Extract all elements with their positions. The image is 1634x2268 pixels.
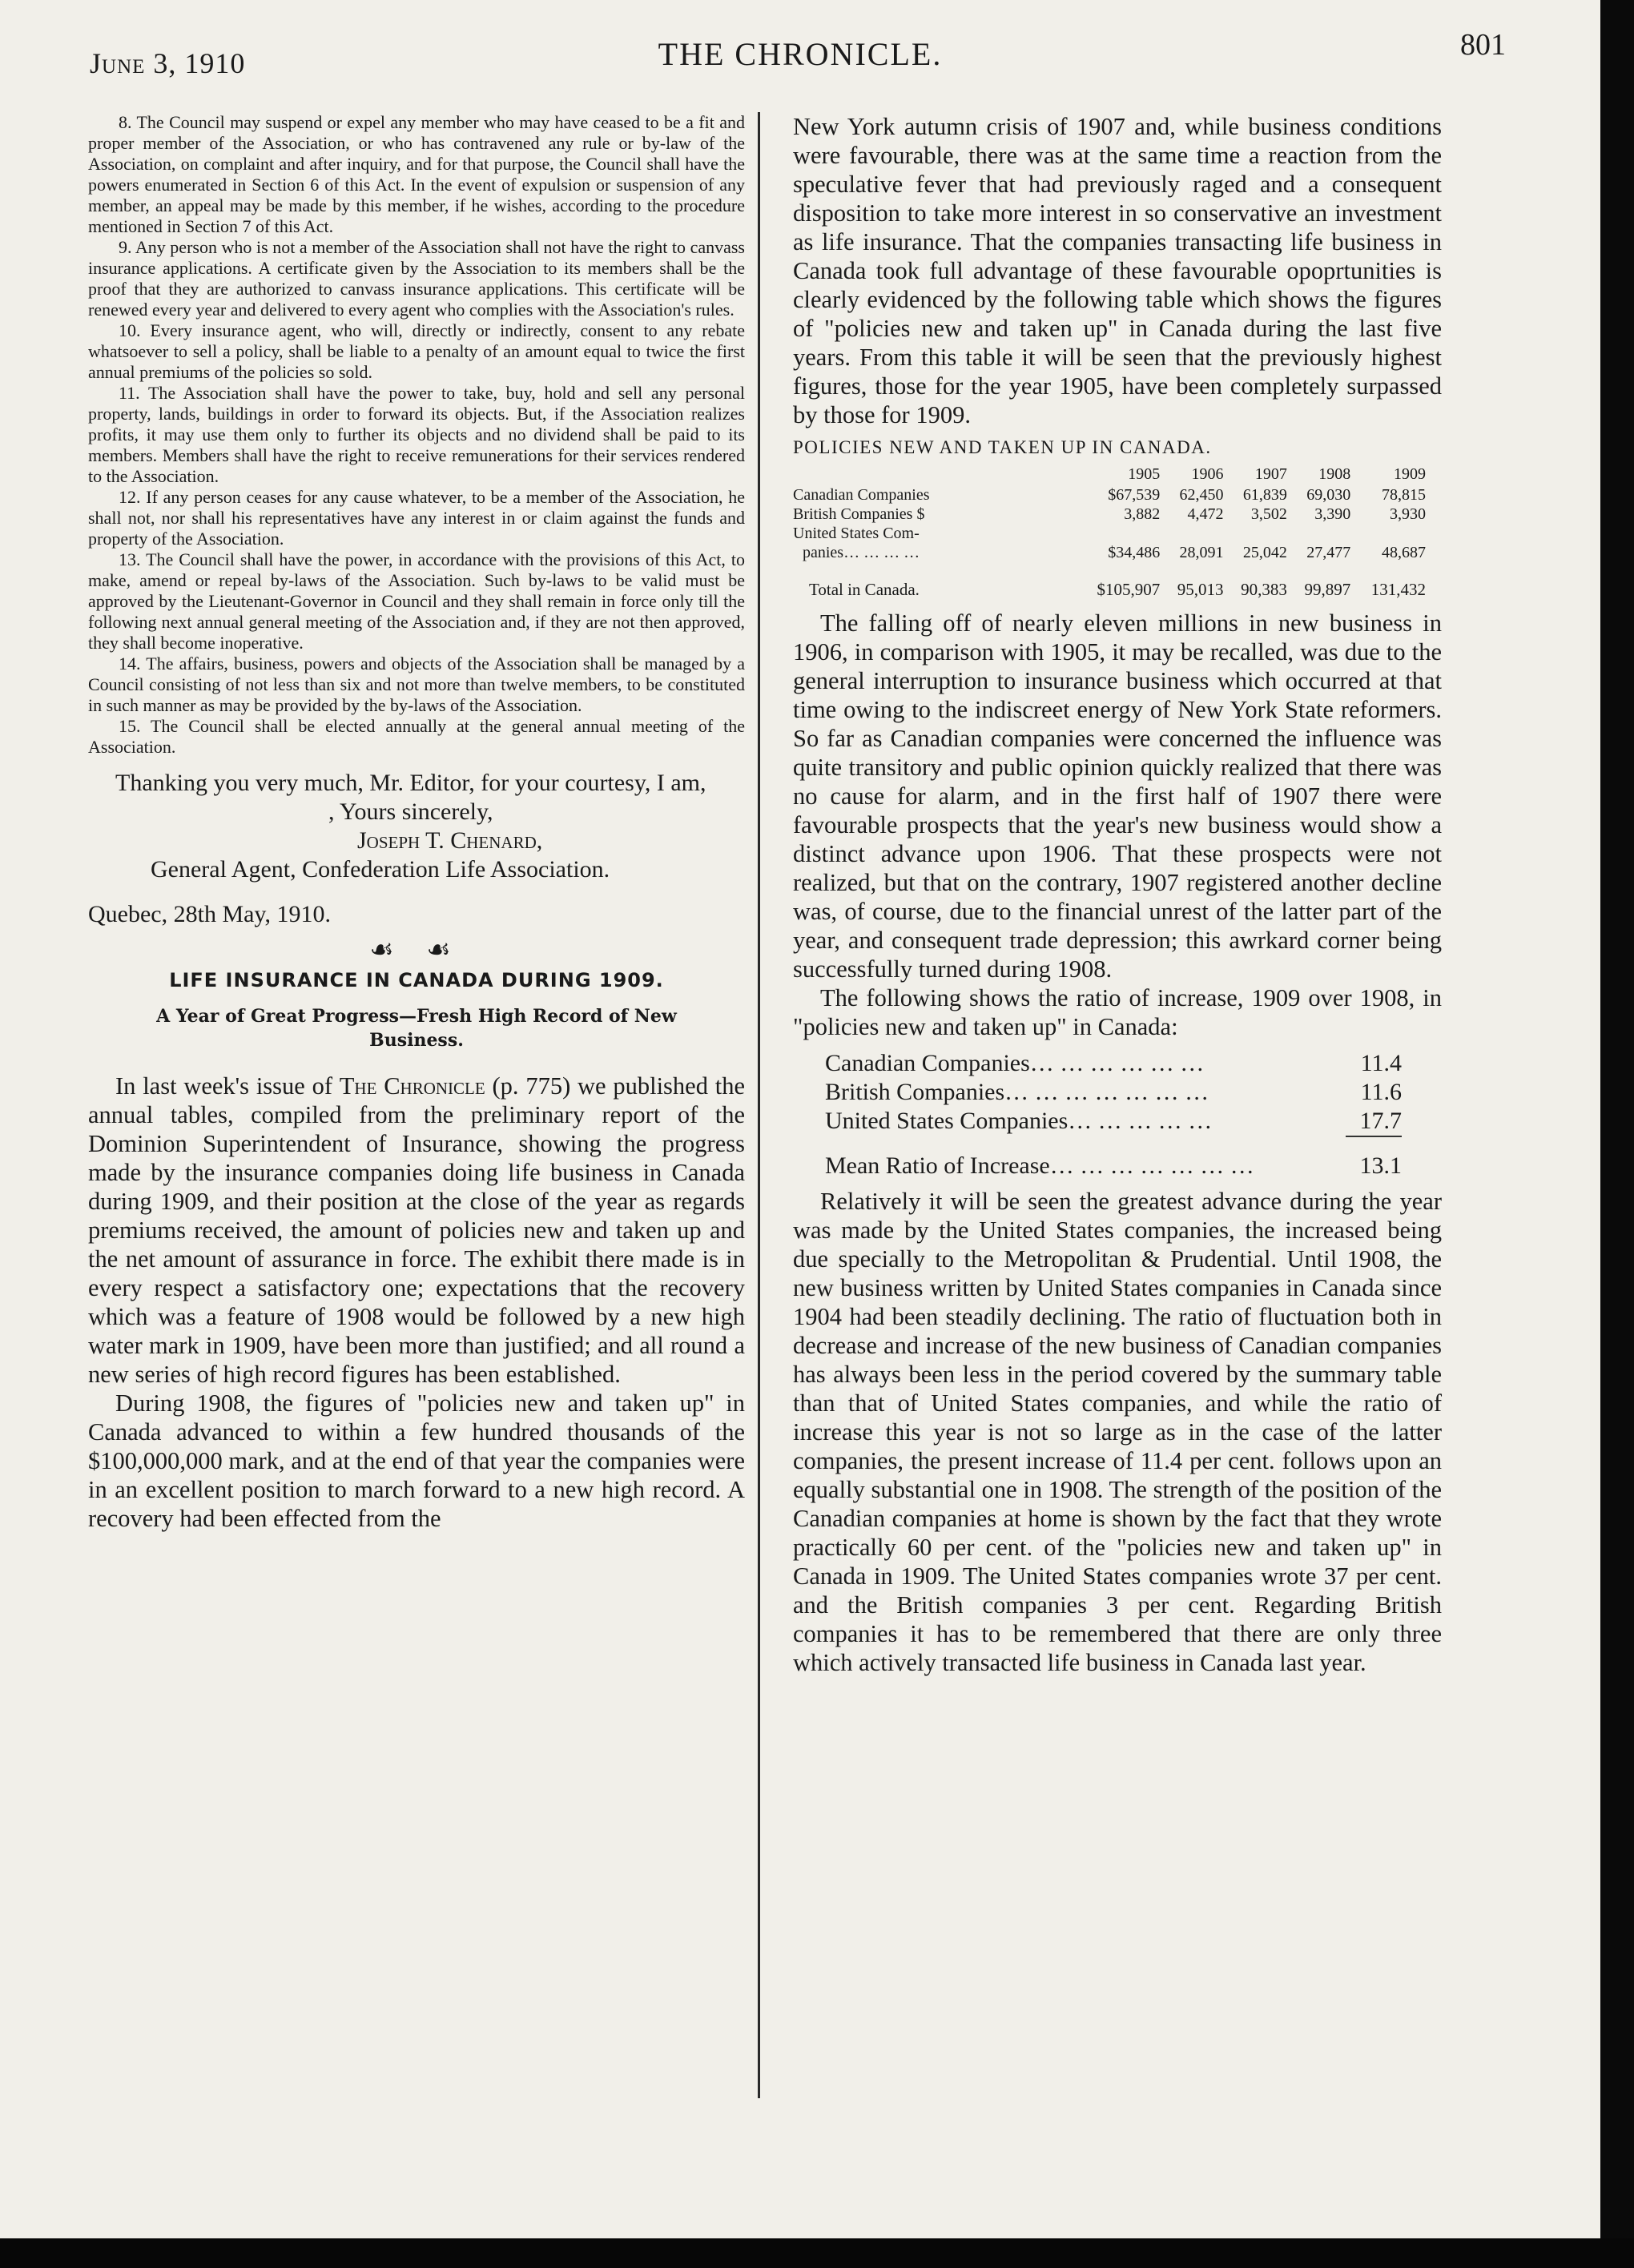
article-paragraph-continued: New York autumn crisis of 1907 and, while business conditions were favourable, there was at the same time a reaction from the speculative fever that had previously raged and a consequent disposition to take more interest in so conservative an investment as life insurance. That the companies transacting life business in Canada took full advantage of these favourable opoprtunities is clearly evidenced by the following table which shows the figures of "policies new and taken up" in Canada during the last five years. From this table it will be seen that the previously highest figures, those for the year 1905, have been completely surpassed by those for 1909. bbox=[793, 113, 1442, 428]
letter-clause: 14. The affairs, business, powers and objects of the Association shall be managed by a Council consisting of not less than six and not more than twelve members, to be constituted in such manner as may be provided by the by-laws of the Association. bbox=[88, 653, 745, 715]
page-number: 801 bbox=[1460, 28, 1506, 62]
table-cell: $105,907 bbox=[1097, 580, 1161, 599]
letter-signoff: , Yours sincerely, bbox=[328, 798, 493, 825]
signer-name: Joseph T. Chenard, bbox=[357, 827, 543, 854]
letter-clause: 11. The Association shall have the power to take, buy, hold and sell any personal property, lands, buildings in order to forward its objects. But, if the Association realizes profits, it may use them only to further its objects and no dividend shall be paid to its members. Members shall have the right to receive remunerations for their services rendered to the Association. bbox=[88, 383, 745, 486]
ratio-value: 17.7 bbox=[1359, 1108, 1402, 1134]
year-header: 1907 bbox=[1254, 465, 1287, 483]
ratio-value: 11.6 bbox=[1360, 1079, 1402, 1105]
left-column bbox=[88, 112, 745, 1533]
table-cell: 3,502 bbox=[1250, 505, 1287, 523]
letter-clause: 9. Any person who is not a member of the Association shall not have the right to canvass insurance applications. A certificate given by the Association to its members shall be the proof that they are authorized to canvass insurance applications. This certificate will be renewed every year and delivered to every agent who complies with the Association's rules. bbox=[88, 237, 745, 320]
table-row bbox=[793, 505, 1426, 524]
letter-clause: 8. The Council may suspend or expel any member who may have ceased to be a fit and proper member of the Association, or who has contravened any rule or by-law of the Association, on complaint and after inquiry, and for that purpose, the Council shall have the powers enumerated in Section 6 of this Act. In the event of expulsion or suspension of any member, an appeal may be made by this member, if he wishes, according to the procedure mentioned in Section 7 of this Act. bbox=[88, 112, 745, 236]
running-head bbox=[0, 0, 1600, 88]
ratio-row bbox=[793, 1107, 1402, 1136]
table-cell: 4,472 bbox=[1187, 505, 1224, 523]
table-cell: 61,839 bbox=[1242, 486, 1287, 504]
publication-reference: The Chronicle bbox=[339, 1072, 485, 1100]
letter-closing: Thanking you very much, Mr. Editor, for your courtesy, I am, bbox=[115, 770, 706, 796]
letter-clause: 12. If any person ceases for any cause whatever, to be a member of the Association, he shall not, nor shall his representatives have any interest in or claim against the funds and property of the Association. bbox=[88, 487, 745, 549]
table-cell: 62,450 bbox=[1179, 486, 1224, 504]
table-row bbox=[793, 485, 1426, 505]
ratio-value: 11.4 bbox=[1360, 1050, 1402, 1076]
table-cell: 28,091 bbox=[1179, 544, 1224, 561]
table-cell: $67,539 bbox=[1108, 486, 1161, 504]
letter-clauses bbox=[88, 112, 745, 758]
ratio-label: Canadian Companies… … … … … … bbox=[825, 1050, 1205, 1076]
table-cell: 3,390 bbox=[1314, 505, 1351, 523]
mean-label: Mean Ratio of Increase… … … … … … … bbox=[825, 1152, 1254, 1179]
article-paragraph: The following shows the ratio of increase, 1909 over 1908, in "policies new and taken up" in Canada: bbox=[793, 984, 1442, 1040]
letter-dateline: Quebec, 28th May, 1910. bbox=[88, 901, 331, 927]
table-cell: 3,930 bbox=[1390, 505, 1426, 523]
row-label: Canadian Companies bbox=[793, 486, 930, 504]
year-header: 1909 bbox=[1394, 465, 1426, 483]
table-cell: 95,013 bbox=[1177, 580, 1224, 599]
article-paragraph: Relatively it will be seen the greatest advance during the year was made by the United States companies, the increased being due specially to the Metropolitan & Prudential. Until 1908, the new business written by United States companies in Canada since 1904 had been steadily declining. The ratio of fluctuation both in decrease and increase of the new business of Canadian companies has always been less in the period covered by the summary table than that of United States companies, and while the ratio of increase this year is not so large as in the case of the latter companies, the present increase of 11.4 per cent. follows upon an equally substantial one in 1908. The strength of the position of the Canadian companies at home is shown by the fact that they wrote practically 60 per cent. of the "policies new and taken up" in Canada in 1909. The United States companies wrote 37 per cent. and the British companies 3 per cent. Regarding British companies it has to be remembered that there are only three which actively transacted life business in Canada last year. bbox=[793, 1188, 1442, 1676]
letter-clause: 15. The Council shall be elected annually at the general annual meeting of the Association. bbox=[88, 716, 745, 757]
ratio-rule bbox=[1346, 1136, 1402, 1142]
total-label: Total in Canada. bbox=[809, 580, 920, 599]
section-ornament: ☙ ☙ bbox=[369, 935, 464, 965]
ratio-mean-row bbox=[793, 1152, 1402, 1180]
policies-table bbox=[793, 464, 1426, 599]
policies-table-title: POLICIES NEW AND TAKEN UP IN CANADA. bbox=[793, 437, 1212, 457]
table-cell: $34,486 bbox=[1108, 544, 1161, 561]
year-header: 1908 bbox=[1318, 465, 1351, 483]
table-cell: 48,687 bbox=[1382, 544, 1426, 561]
row-label: British Companies $ bbox=[793, 505, 925, 523]
ratio-row bbox=[793, 1078, 1402, 1107]
table-cell: 99,897 bbox=[1304, 580, 1351, 599]
table-row bbox=[793, 543, 1426, 562]
table-cell: 69,030 bbox=[1306, 486, 1351, 504]
article-paragraph: The falling off of nearly eleven millions in new business in 1906, in comparison with 1905, it may be recalled, was due to the general interruption to insurance business which occurred at that time owing to the indiscreet energy of New York State reformers. So far as Canadian companies were concerned the influence was quite transitory and public opinion quickly realized that there was no cause for alarm, and in the first half of 1907 there were favourable prospects that the year's new business would show a distinct advance upon 1906. That these prospects were not realized, but that on the contrary, 1907 registered another decline was, of course, due to the financial unrest of the latter part of the year, and consequent trade depression; this awrkard corner being successfully turned during 1908. bbox=[793, 609, 1442, 983]
table-header-row bbox=[793, 464, 1426, 485]
ratio-label: British Companies… … … … … … … bbox=[825, 1079, 1209, 1105]
letter-clause: 10. Every insurance agent, who will, directly or indirectly, consent to any rebate whatsoever to sell a policy, shall be liable to a penalty of an amount equal to twice the first annual premiums of the policies so sold. bbox=[88, 320, 745, 382]
row-label: United States Com- bbox=[793, 525, 920, 542]
table-cell: 27,477 bbox=[1306, 544, 1351, 561]
mean-value: 13.1 bbox=[1359, 1152, 1402, 1179]
article-headline: LIFE INSURANCE IN CANADA DURING 1909. bbox=[169, 969, 664, 991]
ratio-label: United States Companies… … … … … bbox=[825, 1108, 1213, 1134]
column-divider bbox=[758, 112, 760, 2098]
ratio-list bbox=[793, 1049, 1402, 1180]
ratio-row bbox=[793, 1049, 1402, 1078]
table-cell: 90,383 bbox=[1241, 580, 1287, 599]
table-cell: 25,042 bbox=[1242, 544, 1287, 561]
table-row bbox=[793, 524, 1426, 543]
header-date: June 3, 1910 bbox=[90, 47, 246, 79]
year-header: 1905 bbox=[1128, 465, 1161, 483]
para1-lead: In last week's issue of bbox=[115, 1072, 340, 1100]
publication-title: THE CHRONICLE. bbox=[658, 36, 943, 72]
table-cell: 78,815 bbox=[1382, 486, 1426, 504]
article-paragraph bbox=[88, 1072, 745, 1389]
right-column bbox=[793, 112, 1442, 1677]
scan-edge-bottom bbox=[0, 2238, 1634, 2268]
para1-rest: (p. 775) we published the annual tables, compiled from the preliminary report of the Dominion Superintendent of Insurance, showing the progress made by the insurance companies doing life business in Canada during 1909, and their position at the close of the year as regards premiums received, the amount of policies new and taken up and the net amount of assurance in force. The exhibit there made is in every respect a satisfactory one; expectations that the recovery which was a feature of 1908 would be followed by a new high water mark in 1909, have been more than justified; and all round a new series of high record figures has been established. bbox=[88, 1072, 745, 1388]
table-cell: 3,882 bbox=[1124, 505, 1161, 523]
scan-edge-right bbox=[1600, 0, 1634, 2268]
article-paragraph: During 1908, the figures of "policies new and taken up" in Canada advanced to within a few hundred thousands of the $100,000,000 mark, and at the end of that year the companies were in an excellent position to march forward to a new high record. A recovery had been effected from the bbox=[88, 1389, 745, 1532]
table-total-row bbox=[793, 562, 1426, 599]
table-cell: 131,432 bbox=[1370, 580, 1426, 599]
year-header: 1906 bbox=[1191, 465, 1224, 483]
signer-title: General Agent, Confederation Life Association. bbox=[151, 856, 610, 883]
letter-clause: 13. The Council shall have the power, in accordance with the provisions of this Act, to make, amend or repeal by-laws of the Association. Such by-laws to be valid must be approved by the Lieutenant-Governor in Council and they shall remain in force only till the following next annual general meeting of the Association and, if they are not then approved, they shall become inoperative. bbox=[88, 549, 745, 653]
article-subheadline: A Year of Great Progress—Fresh High Record of New Business. bbox=[156, 1006, 677, 1051]
row-label-continued: panies… … … … bbox=[803, 544, 920, 561]
